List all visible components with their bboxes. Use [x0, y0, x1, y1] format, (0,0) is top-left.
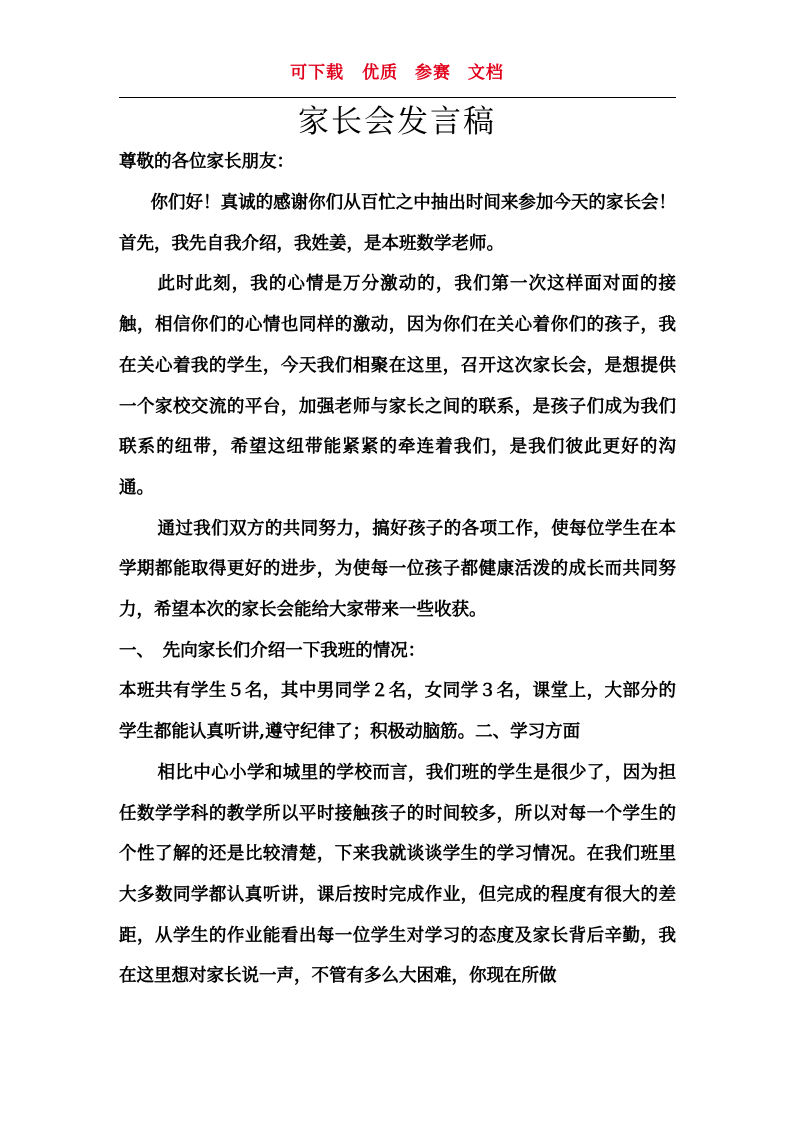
- document-body: [119, 145, 676, 997]
- header-divider: [119, 97, 676, 98]
- document-title: 家长会发言稿: [298, 104, 496, 140]
- section-heading: 一、 先向家长们介绍一下我班的情况：: [119, 640, 426, 661]
- paragraph-feelings: 此时此刻，我的心情是万分激动的，我们第一次这样面对面的接触，相信你们的心情也同样的激动，因为你们在关心着你们的孩子，我在关心着我的学生，今天我们相聚在这里，召开这次家长会，是想提供一个家校交流的平台，加强老师与家长之间的联系，是孩子们成为我们联系的纽带，希望这纽带能紧紧的牵连着我们，是我们彼此更好的沟通。: [119, 274, 676, 498]
- paragraph-study: 相比中心小学和城里的学校而言，我们班的学生是很少了，因为担任数学学科的教学所以平时接触孩子的时间较多，所以对每一个学生的个性了解的还是比较清楚，下来我就谈谈学生的学习情况。在我们班里大多数同学都认真听讲，课后按时完成作业，但完成的程度有很大的差距，从学生的作业能看出每一位学生对学习的态度及家长背后辛勤，我在这里想对家长说一声，不管有多么大困难，你现在所做: [119, 762, 676, 987]
- paragraph-class-info: 本班共有学生５名，其中男同学２名，女同学３名，课堂上，大部分的学生都能认真听讲,遵守纪律了；积极动脑筋。二、学习方面: [119, 681, 676, 743]
- salutation: 尊敬的各位家长朋友：: [119, 152, 294, 172]
- paragraph-greeting: 你们好！真诚的感谢你们从百忙之中抽出时间来参加今天的家长会！首先，我先自我介绍，我姓姜，是本班数学老师。: [119, 193, 676, 254]
- paragraph-cooperation: 通过我们双方的共同努力，搞好孩子的各项工作，使每位学生在本学期都能取得更好的进步，为使每一位孩子都健康活泼的成长而共同努力，希望本次的家长会能给大家带来一些收获。: [119, 518, 676, 621]
- header-banner: 可下载 优质 参赛 文档: [290, 63, 504, 83]
